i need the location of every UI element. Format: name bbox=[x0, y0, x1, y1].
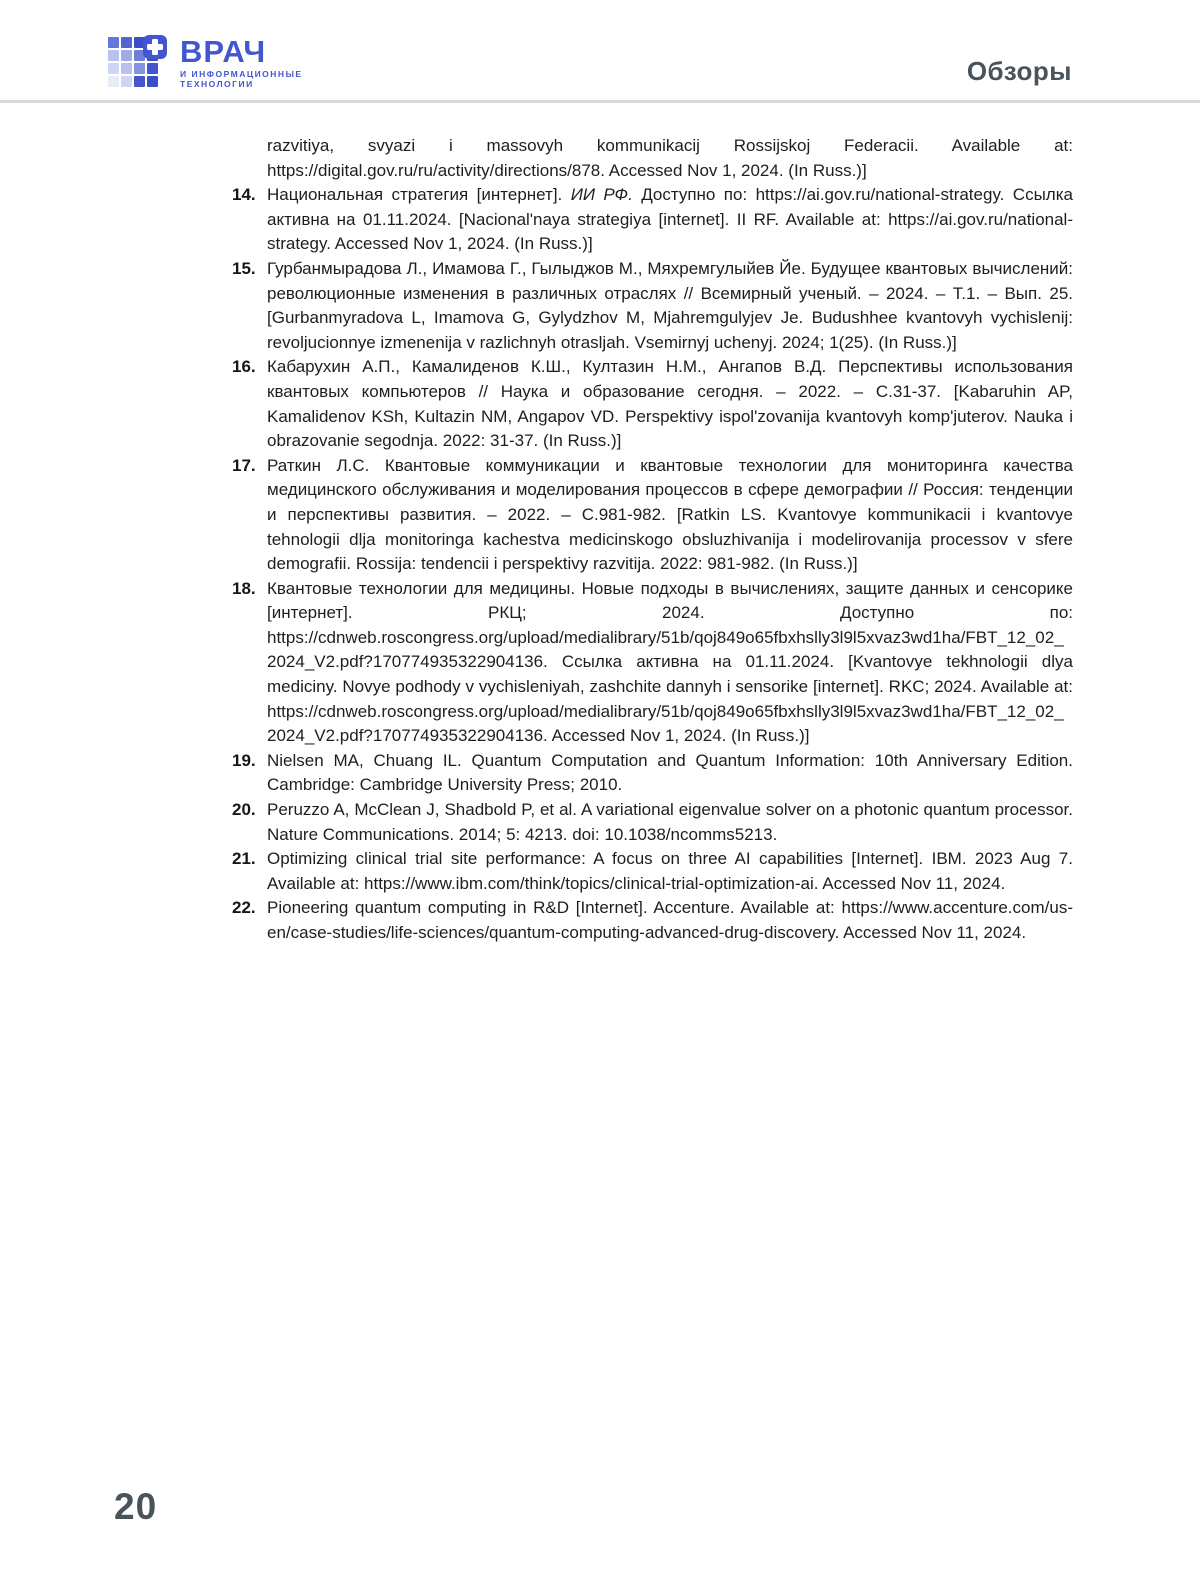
logo-square bbox=[134, 76, 145, 87]
reference-text-post: Доступно по: https://ai.gov.ru/national-strategy. Ссылка активна на 01.11.2024. [Nacional'naya strategiya [internet]. II RF. Available at: https://ai.gov.ru/national-strategy. Accessed Nov 1, 2024. (In Russ.)] bbox=[267, 185, 1073, 254]
logo-square bbox=[147, 63, 158, 74]
logo-square bbox=[108, 76, 119, 87]
reference-item-19 bbox=[232, 749, 1073, 798]
logo-subtitle-line2: ТЕХНОЛОГИИ bbox=[180, 79, 254, 89]
reference-item-20 bbox=[232, 798, 1073, 847]
reference-item-17 bbox=[232, 454, 1073, 577]
logo-square bbox=[108, 63, 119, 74]
logo-square bbox=[121, 63, 132, 74]
logo-title: ВРАЧ bbox=[180, 34, 267, 69]
logo-square bbox=[134, 63, 145, 74]
logo-square bbox=[121, 37, 132, 48]
logo-square bbox=[121, 76, 132, 87]
reference-text-pre: Национальная стратегия [интернет]. bbox=[267, 185, 571, 205]
page-number: 20 bbox=[114, 1486, 158, 1527]
reference-item-18 bbox=[232, 577, 1073, 749]
reference-text: Раткин Л.С. Квантовые коммуникации и квантовые технологии для мониторинга качества медицинского обслуживания и моделирования процессов в сфере демографии // Россия: тенденции и перспективы развития. – 2022. – С.981-982. [Ratkin LS. Kvantovye kommunikacii i kvantovye tehnologii dlja monitoringa kachestva medicinskogo obsluzhivanija i modelirovanija processov v sfere demografii. Rossija: tendencii i perspektivy razvitija. 2022: 981-982. (In Russ.)] bbox=[267, 455, 1073, 574]
logo-subtitle-line1: И ИНФОРМАЦИОННЫЕ bbox=[180, 69, 303, 79]
reference-text: Кабарухин А.П., Камалиденов К.Ш., Култазин Н.М., Ангапов В.Д. Перспективы использования квантовых компьютеров // Наука и образование сегодня. – 2022. – С.31-37. [Kabaruhin AP, Kamalidenov KSh, Kultazin NM, Angapov VD. Perspektivy ispol'zovanija kvantovyh komp'juterov. Nauka i obrazovanie segodnja. 2022: 31-37. (In Russ.)] bbox=[267, 357, 1073, 451]
reference-number: 18. bbox=[232, 578, 256, 598]
reference-items bbox=[232, 183, 1073, 945]
reference-number: 15. bbox=[232, 258, 256, 278]
page-header bbox=[0, 0, 1200, 100]
reference-item-14 bbox=[232, 183, 1073, 257]
medical-cross-icon bbox=[143, 35, 167, 59]
reference-item-22 bbox=[232, 896, 1073, 945]
logo-square bbox=[108, 37, 119, 48]
reference-continuation: razvitiya, svyazi i massovyh kommunikacij Rossijskoj Federacii. Available at: https://digital.gov.ru/ru/activity/directions/878. Accessed Nov 1, 2024. (In Russ.)] bbox=[267, 136, 1073, 180]
reference-text: Pioneering quantum computing in R&D [Internet]. Accenture. Available at: https://www.accenture.com/us-en/case-studies/life-sciences/quantum-computing-advanced-drug-discovery. Accessed Nov 11, 2024. bbox=[267, 898, 1073, 942]
reference-text: Гурбанмырадова Л., Имамова Г., Гылыджов М., Мяхремгулыйев Йе. Будущее квантовых вычислений: революционные изменения в различных отраслях // Всемирный ученый. – 2024. – Т.1. – Вып. 25. [Gurbanmyradova L, Imamova G, Gylydzhov M, Mjahremgulyjev Je. Budushhee kvantovyh vychislenij: revoljucionnye izmenenija v razlichnyh otrasljah. Vsemirnyj uchenyj. 2024; 1(25). (In Russ.)] bbox=[267, 258, 1073, 352]
logo-square bbox=[147, 76, 158, 87]
logo-subtitle bbox=[180, 69, 303, 89]
reference-number: 22. bbox=[232, 898, 256, 918]
logo-square bbox=[121, 50, 132, 61]
reference-number: 14. bbox=[232, 185, 256, 205]
references-list bbox=[232, 134, 1073, 946]
reference-number: 17. bbox=[232, 455, 256, 475]
reference-item-15 bbox=[232, 257, 1073, 355]
reference-number: 20. bbox=[232, 800, 256, 820]
reference-text bbox=[267, 183, 1073, 257]
logo-pixel-grid bbox=[108, 37, 174, 95]
header-divider bbox=[0, 100, 1200, 103]
reference-text-italic: ИИ РФ. bbox=[570, 185, 633, 205]
reference-number: 16. bbox=[232, 357, 256, 377]
logo-square bbox=[108, 50, 119, 61]
reference-text: Nielsen MA, Chuang IL. Quantum Computation and Quantum Information: 10th Anniversary Edition. Cambridge: Cambridge University Press; 2010. bbox=[267, 750, 1073, 795]
reference-number: 19. bbox=[232, 750, 256, 770]
section-label: Обзоры bbox=[966, 56, 1072, 86]
reference-item-21 bbox=[232, 847, 1073, 896]
logo-text bbox=[180, 34, 303, 89]
journal-logo bbox=[108, 34, 303, 95]
reference-number: 21. bbox=[232, 849, 256, 869]
reference-text: Optimizing clinical trial site performance: A focus on three AI capabilities [Internet]. IBM. 2023 Aug 7. Available at: https://www.ibm.com/think/topics/clinical-trial-optimization-ai. Accessed Nov 11, 2024. bbox=[267, 849, 1073, 893]
reference-item-16 bbox=[232, 355, 1073, 453]
reference-text: Квантовые технологии для медицины. Новые подходы в вычислениях, защите данных и сенсорике [интернет]. РКЦ; 2024. Доступно по: https://cdnweb.roscongress.org/upload/medialibrary/51b/qoj849o65fbxhslly3l9l5xvaz3wd1ha/FBT_12_02_2024_V2.pdf?170774935322904136. Ссылка активна на 01.11.2024. [Kvantovye tekhnologii dlya mediciny. Novye podhody v vychisleniyah, zashchite dannyh i sensorike [internet]. RKC; 2024. Available at: https://cdnweb.roscongress.org/upload/medialibrary/51b/qoj849o65fbxhslly3l9l5xvaz3wd1ha/FBT_12_02_2024_V2.pdf?170774935322904136. Accessed Nov 1, 2024. (In Russ.)] bbox=[267, 578, 1073, 746]
reference-text: Peruzzo A, McClean J, Shadbold P, et al. A variational eigenvalue solver on a photonic quantum processor. Nature Communications. 2014; 5: 4213. doi: 10.1038/ncomms5213. bbox=[267, 800, 1073, 844]
